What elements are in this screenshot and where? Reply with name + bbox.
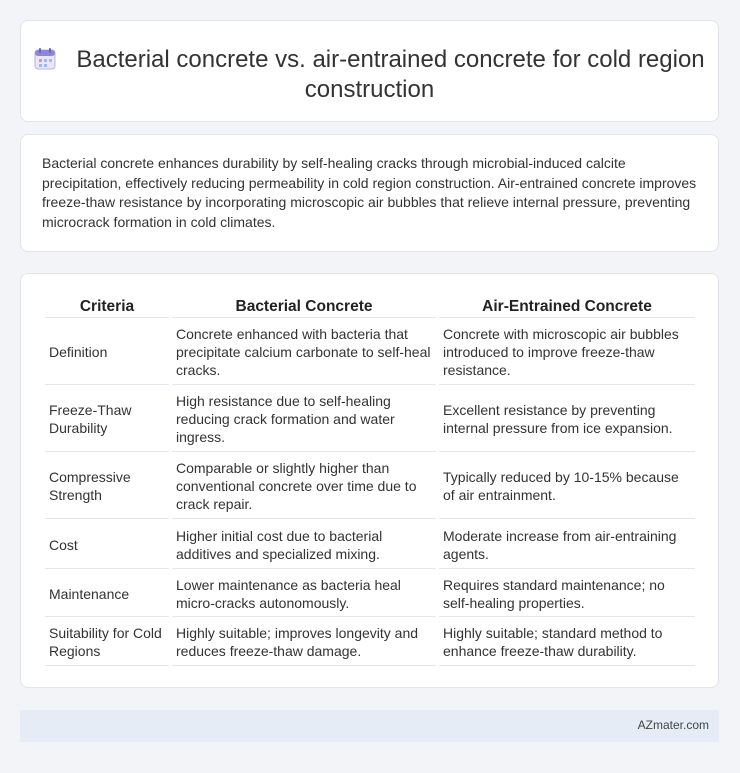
title-row [21,45,718,105]
calendar-icon [34,48,56,70]
cell-air-entrained: Excellent resistance by preventing internal pressure from ice expansion. [439,385,695,452]
cell-criteria: Definition [45,318,169,385]
table-row [45,569,695,617]
title-card [20,20,719,122]
header-bacterial-concrete: Bacterial Concrete [172,296,436,318]
page-title: Bacterial concrete vs. air-entrained concrete for cold region construction [76,46,705,103]
cell-bacterial: High resistance due to self-healing reducing crack formation and water ingress. [172,385,436,452]
table-row [45,617,695,666]
cell-criteria: Suitability for Cold Regions [45,617,169,666]
cell-bacterial: Concrete enhanced with bacteria that precipitate calcium carbonate to self-heal cracks. [172,318,436,385]
cell-air-entrained: Requires standard maintenance; no self-healing properties. [439,569,695,617]
cell-bacterial: Comparable or slightly higher than conventional concrete over time due to crack repair. [172,452,436,519]
table-header-row [45,296,695,318]
cell-criteria: Maintenance [45,569,169,617]
footer-bar [20,710,719,742]
summary-card [20,134,719,252]
cell-criteria: Freeze-Thaw Durability [45,385,169,452]
cell-criteria: Cost [45,519,169,569]
cell-air-entrained: Moderate increase from air-entraining agents. [439,519,695,569]
header-air-entrained-concrete: Air-Entrained Concrete [439,296,695,318]
cell-bacterial: Lower maintenance as bacteria heal micro-cracks autonomously. [172,569,436,617]
table-row [45,385,695,452]
cell-air-entrained: Typically reduced by 10-15% because of air entrainment. [439,452,695,519]
summary-text: Bacterial concrete enhances durability by self-healing cracks through microbial-induced calcite precipitation, effectively reducing permeability in cold region construction. Air-entrained concrete improves freeze-thaw resistance by incorporating microscopic air bubbles that relieve internal pressure, preventing microcrack formation in cold climates. [42,155,697,230]
header-criteria: Criteria [45,296,169,318]
footer-brand[interactable]: AZmater.com [637,718,709,732]
cell-air-entrained: Concrete with microscopic air bubbles introduced to improve freeze-thaw resistance. [439,318,695,385]
cell-air-entrained: Highly suitable; standard method to enhance freeze-thaw durability. [439,617,695,666]
table-row [45,318,695,385]
comparison-table [42,296,698,666]
cell-bacterial: Higher initial cost due to bacterial additives and specialized mixing. [172,519,436,569]
cell-criteria: Compressive Strength [45,452,169,519]
table-row [45,452,695,519]
table-row [45,519,695,569]
cell-bacterial: Highly suitable; improves longevity and reduces freeze-thaw damage. [172,617,436,666]
comparison-card [20,273,719,688]
